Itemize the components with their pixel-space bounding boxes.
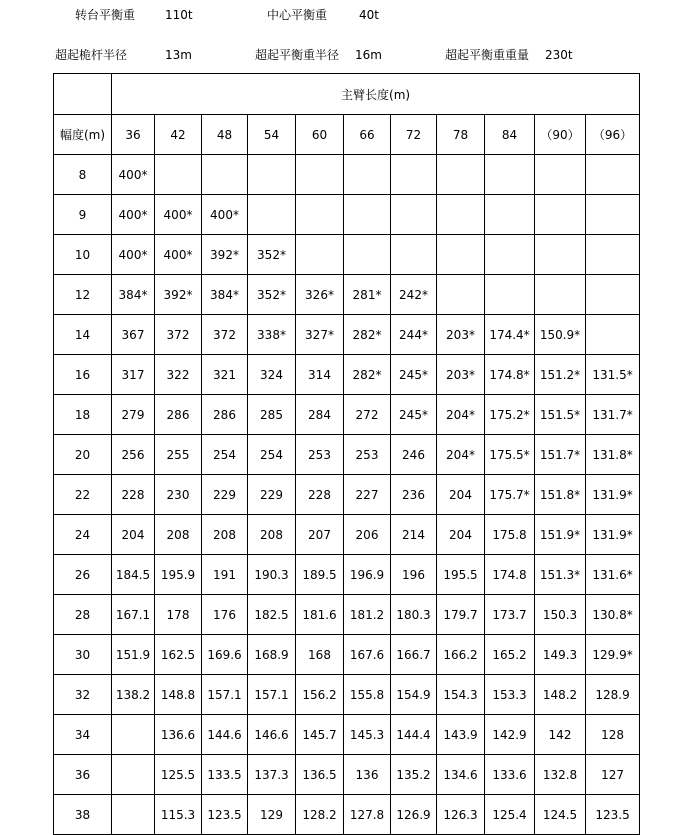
capacity-cell: 133.5	[202, 755, 248, 795]
boom-length-cell: （90）	[535, 115, 586, 155]
capacity-cell: 254	[202, 435, 248, 475]
capacity-cell: 367	[112, 315, 155, 355]
capacity-cell	[248, 155, 296, 195]
capacity-cell: 128	[586, 715, 640, 755]
capacity-cell: 228	[296, 475, 344, 515]
capacity-cell: 206	[344, 515, 391, 555]
capacity-cell: 204*	[437, 435, 485, 475]
capacity-cell: 146.6	[248, 715, 296, 755]
capacity-cell	[112, 715, 155, 755]
capacity-cell: 286	[155, 395, 202, 435]
capacity-cell: 131.7*	[586, 395, 640, 435]
capacity-cell: 230	[155, 475, 202, 515]
capacity-cell: 392*	[155, 275, 202, 315]
capacity-cell: 256	[112, 435, 155, 475]
boom-length-cell: 84	[485, 115, 535, 155]
capacity-cell: 130.8*	[586, 595, 640, 635]
capacity-cell: 189.5	[296, 555, 344, 595]
capacity-cell: 157.1	[202, 675, 248, 715]
capacity-cell: 131.9*	[586, 475, 640, 515]
capacity-cell: 314	[296, 355, 344, 395]
capacity-cell: 145.7	[296, 715, 344, 755]
superlift-counterweight-radius-value: 16m	[355, 48, 382, 62]
capacity-cell: 123.5	[586, 795, 640, 835]
capacity-cell: 195.5	[437, 555, 485, 595]
capacity-cell: 272	[344, 395, 391, 435]
capacity-cell: 142.9	[485, 715, 535, 755]
capacity-cell: 125.4	[485, 795, 535, 835]
capacity-cell: 155.8	[344, 675, 391, 715]
radius-cell: 34	[54, 715, 112, 755]
capacity-cell: 126.3	[437, 795, 485, 835]
capacity-cell: 144.6	[202, 715, 248, 755]
capacity-cell	[112, 755, 155, 795]
capacity-cell: 236	[391, 475, 437, 515]
capacity-cell: 180.3	[391, 595, 437, 635]
capacity-cell	[391, 155, 437, 195]
capacity-cell: 175.8	[485, 515, 535, 555]
capacity-cell: 322	[155, 355, 202, 395]
capacity-cell	[535, 235, 586, 275]
capacity-cell: 208	[155, 515, 202, 555]
capacity-cell	[586, 275, 640, 315]
capacity-cell	[535, 155, 586, 195]
capacity-cell: 156.2	[296, 675, 344, 715]
capacity-cell: 153.3	[485, 675, 535, 715]
load-chart-table	[53, 73, 640, 835]
table-row	[54, 475, 640, 515]
boom-length-cell: 66	[344, 115, 391, 155]
capacity-cell: 145.3	[344, 715, 391, 755]
table-row	[54, 235, 640, 275]
radius-cell: 18	[54, 395, 112, 435]
capacity-cell: 162.5	[155, 635, 202, 675]
radius-cell: 28	[54, 595, 112, 635]
capacity-cell: 400*	[202, 195, 248, 235]
capacity-cell: 148.8	[155, 675, 202, 715]
capacity-cell: 181.6	[296, 595, 344, 635]
capacity-cell	[485, 235, 535, 275]
center-counterweight-value: 40t	[359, 8, 379, 22]
capacity-cell: 135.2	[391, 755, 437, 795]
radius-cell: 8	[54, 155, 112, 195]
superlift-counterweight-weight-value: 230t	[545, 48, 573, 62]
superlift-counterweight-weight-label: 超起平衡重重量	[445, 48, 530, 62]
table-row	[54, 155, 640, 195]
table-row	[54, 675, 640, 715]
radius-cell: 12	[54, 275, 112, 315]
capacity-cell: 154.3	[437, 675, 485, 715]
table-row	[54, 195, 640, 235]
capacity-cell: 115.3	[155, 795, 202, 835]
capacity-cell: 124.5	[535, 795, 586, 835]
corner-cell	[54, 74, 112, 115]
capacity-cell: 168.9	[248, 635, 296, 675]
capacity-cell	[391, 195, 437, 235]
capacity-cell	[248, 195, 296, 235]
capacity-cell: 326*	[296, 275, 344, 315]
radius-cell: 26	[54, 555, 112, 595]
table-row	[54, 395, 640, 435]
table-row	[54, 275, 640, 315]
capacity-cell: 166.7	[391, 635, 437, 675]
capacity-cell: 229	[202, 475, 248, 515]
radius-cell: 38	[54, 795, 112, 835]
capacity-cell: 372	[202, 315, 248, 355]
capacity-cell: 132.8	[535, 755, 586, 795]
radius-header: 幅度(m)	[54, 115, 112, 155]
capacity-cell: 178	[155, 595, 202, 635]
capacity-cell: 195.9	[155, 555, 202, 595]
capacity-cell: 321	[202, 355, 248, 395]
capacity-cell	[391, 235, 437, 275]
table-row	[54, 795, 640, 835]
table-row	[54, 595, 640, 635]
capacity-cell: 136.5	[296, 755, 344, 795]
capacity-cell	[296, 155, 344, 195]
capacity-cell: 176	[202, 595, 248, 635]
capacity-cell: 136.6	[155, 715, 202, 755]
radius-cell: 14	[54, 315, 112, 355]
capacity-cell: 131.5*	[586, 355, 640, 395]
capacity-cell: 191	[202, 555, 248, 595]
capacity-cell: 208	[202, 515, 248, 555]
capacity-cell: 151.9*	[535, 515, 586, 555]
capacity-cell	[586, 155, 640, 195]
capacity-cell: 133.6	[485, 755, 535, 795]
capacity-cell: 175.2*	[485, 395, 535, 435]
capacity-cell: 400*	[112, 155, 155, 195]
capacity-cell: 173.7	[485, 595, 535, 635]
table-row	[54, 515, 640, 555]
capacity-cell: 384*	[202, 275, 248, 315]
table-row	[54, 555, 640, 595]
capacity-cell: 167.6	[344, 635, 391, 675]
capacity-cell: 131.9*	[586, 515, 640, 555]
capacity-cell: 279	[112, 395, 155, 435]
capacity-cell: 203*	[437, 315, 485, 355]
capacity-cell: 151.5*	[535, 395, 586, 435]
capacity-cell: 255	[155, 435, 202, 475]
capacity-cell: 137.3	[248, 755, 296, 795]
capacity-cell: 184.5	[112, 555, 155, 595]
capacity-cell: 400*	[112, 195, 155, 235]
capacity-cell	[485, 195, 535, 235]
capacity-cell: 157.1	[248, 675, 296, 715]
capacity-cell: 196	[391, 555, 437, 595]
superlift-counterweight-radius-label: 超起平衡重半径	[255, 48, 340, 62]
capacity-cell: 167.1	[112, 595, 155, 635]
capacity-cell: 228	[112, 475, 155, 515]
capacity-cell: 150.9*	[535, 315, 586, 355]
boom-length-cell: 60	[296, 115, 344, 155]
boom-length-cell: 42	[155, 115, 202, 155]
capacity-cell: 131.6*	[586, 555, 640, 595]
capacity-cell: 190.3	[248, 555, 296, 595]
capacity-cell	[155, 155, 202, 195]
load-chart-body	[54, 155, 640, 835]
capacity-cell: 148.2	[535, 675, 586, 715]
capacity-cell: 127.8	[344, 795, 391, 835]
boom-length-cell: 72	[391, 115, 437, 155]
radius-cell: 9	[54, 195, 112, 235]
capacity-cell: 136	[344, 755, 391, 795]
header-row-main-boom	[54, 74, 640, 115]
capacity-cell: 244*	[391, 315, 437, 355]
radius-cell: 20	[54, 435, 112, 475]
capacity-cell: 242*	[391, 275, 437, 315]
radius-cell: 16	[54, 355, 112, 395]
capacity-cell: 129	[248, 795, 296, 835]
boom-length-cell: （96）	[586, 115, 640, 155]
header-row-boom-lengths	[54, 115, 640, 155]
capacity-cell: 324	[248, 355, 296, 395]
capacity-cell: 286	[202, 395, 248, 435]
superlift-mast-radius-value: 13m	[165, 48, 192, 62]
capacity-cell: 253	[344, 435, 391, 475]
capacity-cell: 166.2	[437, 635, 485, 675]
capacity-cell: 245*	[391, 355, 437, 395]
table-row	[54, 715, 640, 755]
capacity-cell: 144.4	[391, 715, 437, 755]
capacity-cell: 196.9	[344, 555, 391, 595]
capacity-cell	[586, 195, 640, 235]
capacity-cell: 338*	[248, 315, 296, 355]
capacity-cell: 352*	[248, 235, 296, 275]
capacity-cell: 126.9	[391, 795, 437, 835]
capacity-cell: 282*	[344, 315, 391, 355]
capacity-cell: 151.3*	[535, 555, 586, 595]
capacity-cell: 352*	[248, 275, 296, 315]
capacity-cell: 151.8*	[535, 475, 586, 515]
capacity-cell: 154.9	[391, 675, 437, 715]
capacity-cell: 372	[155, 315, 202, 355]
capacity-cell: 175.5*	[485, 435, 535, 475]
capacity-cell: 282*	[344, 355, 391, 395]
capacity-cell: 134.6	[437, 755, 485, 795]
capacity-cell: 129.9*	[586, 635, 640, 675]
capacity-cell: 227	[344, 475, 391, 515]
capacity-cell: 317	[112, 355, 155, 395]
capacity-cell: 174.8*	[485, 355, 535, 395]
capacity-cell: 128.2	[296, 795, 344, 835]
capacity-cell: 125.5	[155, 755, 202, 795]
capacity-cell: 246	[391, 435, 437, 475]
radius-cell: 36	[54, 755, 112, 795]
table-row	[54, 635, 640, 675]
superlift-mast-radius-label: 超起桅杆半径	[55, 48, 128, 62]
capacity-cell: 245*	[391, 395, 437, 435]
radius-cell: 10	[54, 235, 112, 275]
capacity-cell: 203*	[437, 355, 485, 395]
capacity-cell: 138.2	[112, 675, 155, 715]
capacity-cell: 254	[248, 435, 296, 475]
capacity-cell: 151.7*	[535, 435, 586, 475]
capacity-cell	[485, 275, 535, 315]
capacity-cell	[344, 235, 391, 275]
capacity-cell	[437, 195, 485, 235]
capacity-cell: 204	[437, 475, 485, 515]
capacity-cell: 214	[391, 515, 437, 555]
radius-cell: 30	[54, 635, 112, 675]
capacity-cell: 281*	[344, 275, 391, 315]
boom-length-cell: 54	[248, 115, 296, 155]
boom-length-cell: 78	[437, 115, 485, 155]
capacity-cell	[535, 195, 586, 235]
turntable-counterweight-value: 110t	[165, 8, 193, 22]
capacity-cell: 284	[296, 395, 344, 435]
table-row	[54, 315, 640, 355]
capacity-cell: 165.2	[485, 635, 535, 675]
capacity-cell: 128.9	[586, 675, 640, 715]
capacity-cell	[586, 235, 640, 275]
capacity-cell: 384*	[112, 275, 155, 315]
capacity-cell: 151.2*	[535, 355, 586, 395]
capacity-cell: 204*	[437, 395, 485, 435]
capacity-cell: 182.5	[248, 595, 296, 635]
capacity-cell: 142	[535, 715, 586, 755]
capacity-cell: 207	[296, 515, 344, 555]
capacity-cell: 208	[248, 515, 296, 555]
radius-cell: 22	[54, 475, 112, 515]
capacity-cell: 151.9	[112, 635, 155, 675]
boom-length-cell: 36	[112, 115, 155, 155]
capacity-cell: 150.3	[535, 595, 586, 635]
capacity-cell: 131.8*	[586, 435, 640, 475]
turntable-counterweight-label: 转台平衡重	[75, 8, 136, 22]
table-row	[54, 355, 640, 395]
center-counterweight-label: 中心平衡重	[267, 8, 328, 22]
capacity-cell: 174.8	[485, 555, 535, 595]
capacity-cell: 392*	[202, 235, 248, 275]
capacity-cell	[202, 155, 248, 195]
capacity-cell: 204	[112, 515, 155, 555]
main-boom-length-header: 主臂长度(m)	[112, 74, 640, 115]
capacity-cell: 229	[248, 475, 296, 515]
radius-cell: 24	[54, 515, 112, 555]
table-row	[54, 755, 640, 795]
capacity-cell: 181.2	[344, 595, 391, 635]
capacity-cell: 123.5	[202, 795, 248, 835]
capacity-cell: 253	[296, 435, 344, 475]
capacity-cell: 400*	[112, 235, 155, 275]
capacity-cell: 400*	[155, 195, 202, 235]
capacity-cell	[296, 195, 344, 235]
radius-cell: 32	[54, 675, 112, 715]
boom-length-cell: 48	[202, 115, 248, 155]
capacity-cell: 168	[296, 635, 344, 675]
capacity-cell: 169.6	[202, 635, 248, 675]
capacity-cell	[112, 795, 155, 835]
capacity-cell: 327*	[296, 315, 344, 355]
capacity-cell	[344, 155, 391, 195]
capacity-cell: 179.7	[437, 595, 485, 635]
capacity-cell: 204	[437, 515, 485, 555]
capacity-cell	[485, 155, 535, 195]
capacity-cell	[535, 275, 586, 315]
capacity-cell: 175.7*	[485, 475, 535, 515]
capacity-cell: 149.3	[535, 635, 586, 675]
capacity-cell	[586, 315, 640, 355]
capacity-cell	[437, 235, 485, 275]
capacity-cell: 400*	[155, 235, 202, 275]
capacity-cell	[437, 155, 485, 195]
capacity-cell	[344, 195, 391, 235]
capacity-cell: 174.4*	[485, 315, 535, 355]
capacity-cell	[296, 235, 344, 275]
capacity-cell: 285	[248, 395, 296, 435]
capacity-cell: 127	[586, 755, 640, 795]
capacity-cell: 143.9	[437, 715, 485, 755]
capacity-cell	[437, 275, 485, 315]
table-row	[54, 435, 640, 475]
